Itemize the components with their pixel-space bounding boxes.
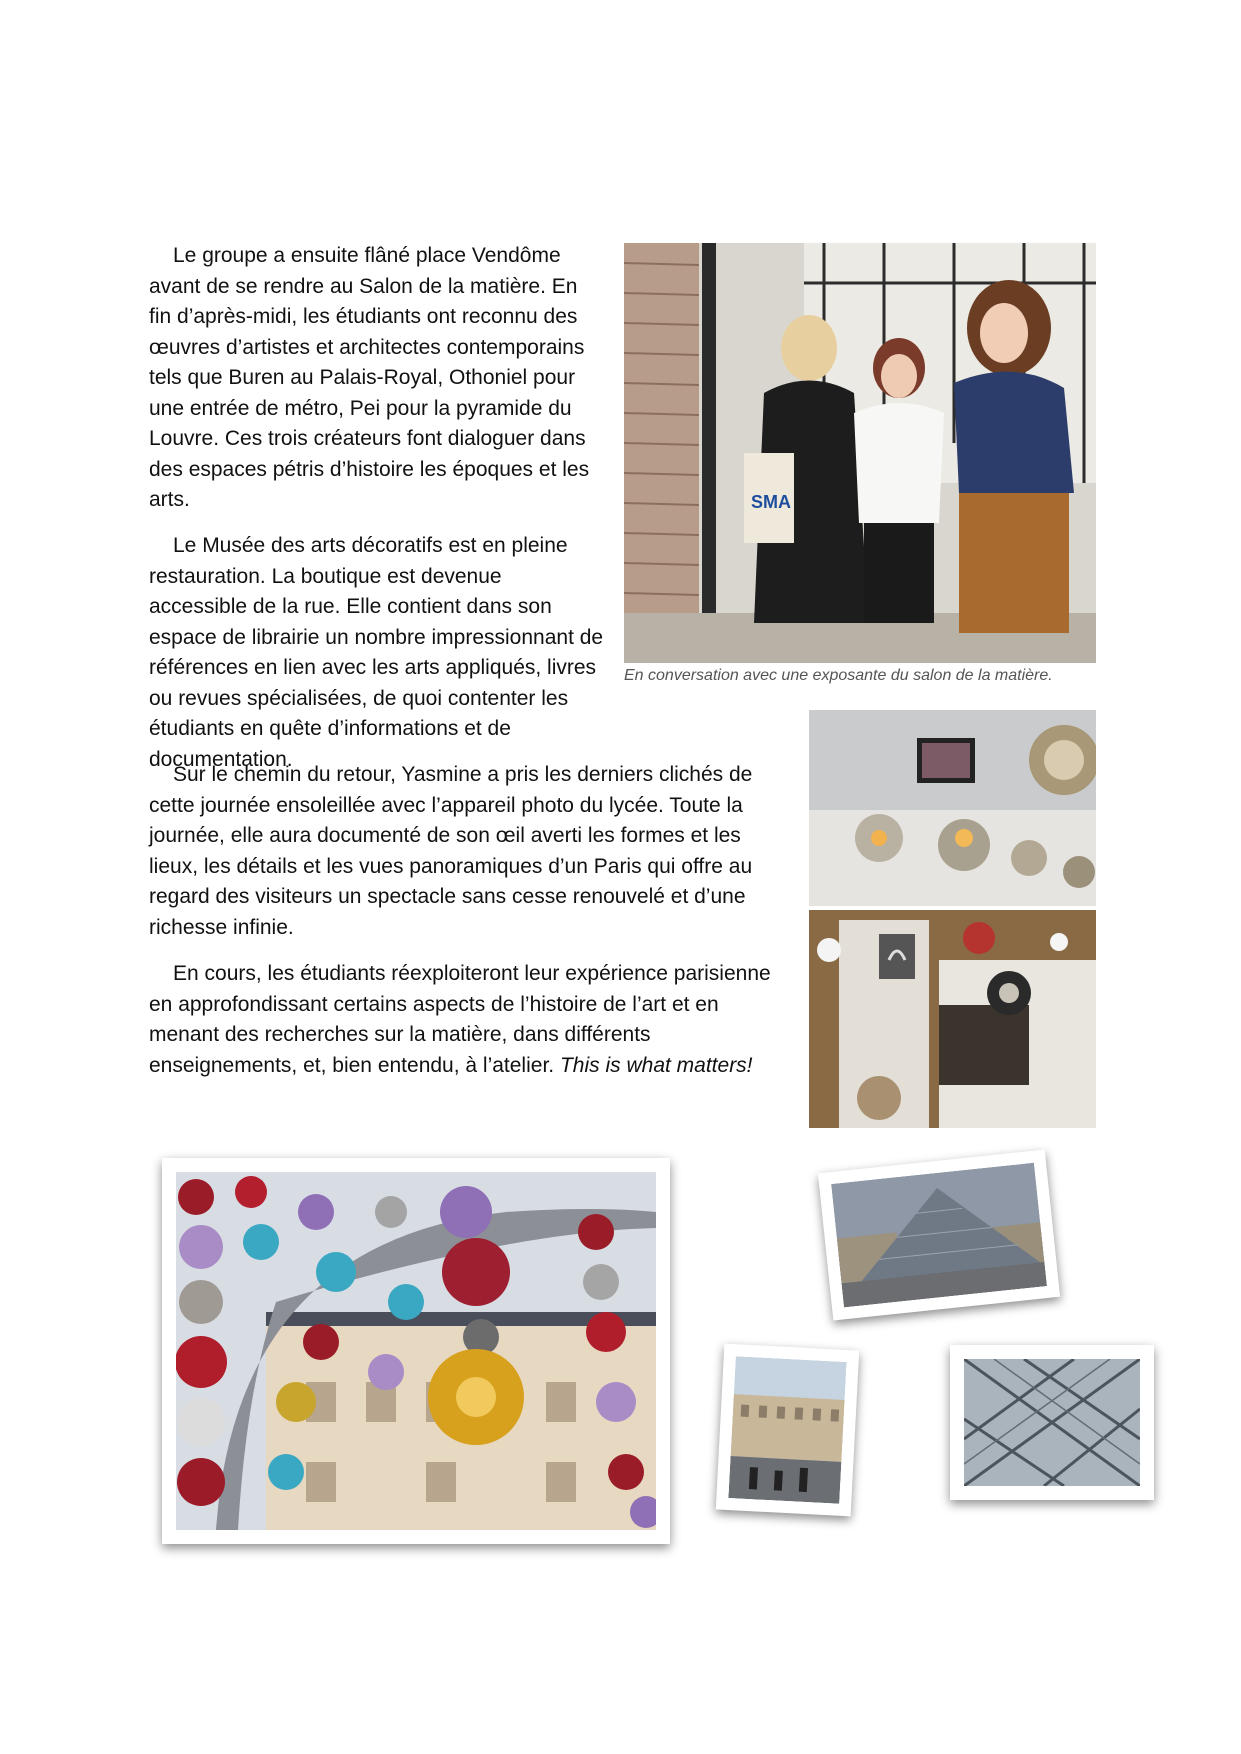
paragraph-2: [149, 531, 604, 775]
paragraph-1: [149, 241, 604, 516]
pyramid-structure-polaroid: [950, 1345, 1154, 1500]
paragraph-4-text: En cours, les étudiants réexploiteront leur expérience parisienne en approfondissant certains aspects de l’histoire de l’art et en menant des recherches sur la matière, dans différents enseignements, et, bien entendu, à l’atelier.: [149, 962, 771, 1077]
salon-objects-photo: [809, 710, 1096, 1128]
bag-logo-text: SMA: [751, 492, 791, 512]
othoniel-metro-polaroid: [162, 1158, 670, 1544]
paragraph-3-text: Sur le chemin du retour, Yasmine a pris les derniers clichés de cette journée ensoleillée avec l’appareil photo du lycée. Toute la journée, elle aura documenté de son œil averti les formes et les lieux, les détails et les vues panoramiques d’un Paris qui offre au regard des visiteurs un spectacle sans cesse renouvelé et d’une richesse infinie.: [149, 763, 753, 939]
palais-royal-polaroid: [716, 1344, 860, 1517]
paragraph-2-text: Le Musée des arts décoratifs est en pleine restauration. La boutique est devenue accessible de la rue. Elle contient dans son espace de librairie un nombre impressionnant de références en lien avec les arts appliqués, livres ou revues spécialisées, de quoi contenter les étudiants en quête d’informations et de documentation.: [149, 534, 604, 771]
closing-italic-text: This is what matters!: [559, 1053, 753, 1077]
salon-conversation-photo: [624, 243, 1096, 663]
paragraph-4: [149, 959, 781, 1081]
paragraph-3: [149, 760, 781, 943]
paragraph-1-text: Le groupe a ensuite flâné place Vendôme avant de se rendre au Salon de la matière. En fin d’après-midi, les étudiants ont reconnu des œuvres d’artistes et architectes contemporains tels que Buren au Palais-Royal, Othoniel pour une entrée de métro, Pei pour la pyramide du Louvre. Ces trois créateurs font dialoguer dans des espaces pétris d’histoire les époques et les arts.: [149, 244, 590, 511]
louvre-pyramid-polaroid: [818, 1149, 1060, 1320]
photo-caption: En conversation avec une exposante du salon de la matière.: [624, 667, 1053, 684]
